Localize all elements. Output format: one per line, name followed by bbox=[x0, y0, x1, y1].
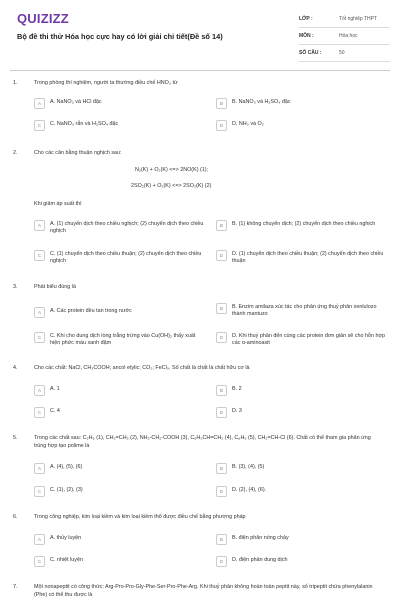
option-letter-box: C bbox=[34, 556, 45, 567]
option-letter-box: C bbox=[34, 486, 45, 497]
option-d[interactable] bbox=[216, 121, 386, 131]
option-a[interactable] bbox=[34, 221, 204, 235]
option-text: C. (1), (2), (3) bbox=[50, 487, 83, 493]
option-text: D. Khi thuỷ phân đến cùng các protein đơn giản sẽ cho hỗn hợp các α-aminoaxit bbox=[232, 333, 386, 346]
info-row-subject bbox=[299, 28, 390, 45]
option-b[interactable] bbox=[216, 535, 386, 545]
option-letter-box: D bbox=[216, 332, 227, 343]
option-d[interactable] bbox=[216, 408, 386, 418]
option-a[interactable] bbox=[34, 464, 204, 474]
option-c[interactable] bbox=[34, 408, 204, 418]
option-text: B. 2 bbox=[232, 386, 242, 392]
question-number: 3. bbox=[13, 284, 18, 290]
option-letter-box: D bbox=[216, 250, 227, 261]
option-c[interactable] bbox=[34, 487, 204, 497]
question-number: 5. bbox=[13, 435, 18, 441]
option-text: A. 1 bbox=[50, 386, 60, 392]
option-text: A. NaNO₃ và HCl đặc bbox=[50, 99, 102, 105]
option-text: C. Khi cho dung dịch lòng trắng trứng vào Cu(OH)₂ thấy xuất hiện phức màu xanh đậm bbox=[50, 333, 196, 346]
option-letter-box: C bbox=[34, 332, 45, 343]
option-a[interactable] bbox=[34, 535, 204, 545]
option-letter-box: B bbox=[216, 385, 227, 396]
option-text: B. NaNO₃ và H₂SO₄ đặc bbox=[232, 99, 291, 105]
option-letter-box: D bbox=[216, 556, 227, 567]
option-text: B. điện phân nóng chảy bbox=[232, 535, 289, 541]
equation-2: 2SO₂(K) + O₂(K) <=> 2SO₃(K) (2) bbox=[131, 183, 212, 189]
question-text: Trong công nghiệp, kim loại kiềm và kim loại kiềm thổ được điều chế bằng phương pháp bbox=[34, 514, 246, 520]
option-c[interactable] bbox=[34, 557, 204, 567]
option-letter-box: A bbox=[34, 307, 45, 318]
option-text: C. NaNO₃ rắn và H₂SO₄ đặc bbox=[50, 121, 119, 127]
option-b[interactable] bbox=[216, 304, 386, 318]
option-text: C. 4 bbox=[50, 408, 60, 414]
question-text: Cho các chất: NaCl, CH₃COOH; ancol etylic; CO₂; FeCl₃. Số chất là chất là chất hữu cơ là bbox=[34, 365, 250, 371]
option-c[interactable] bbox=[34, 333, 204, 347]
option-d[interactable] bbox=[216, 251, 386, 265]
option-text: A. thủy luyện bbox=[50, 535, 82, 541]
option-text: B. (3), (4), (5) bbox=[232, 464, 265, 470]
question-number: 1. bbox=[13, 80, 18, 86]
option-text: B. (1) không chuyển dịch; (2) chuyển dịch theo chiều nghịch bbox=[232, 221, 376, 227]
option-letter-box: C bbox=[34, 250, 45, 261]
question-number: 6. bbox=[13, 514, 18, 520]
option-text: D. 3 bbox=[232, 408, 242, 414]
option-letter-box: D bbox=[216, 407, 227, 418]
option-letter-box: A bbox=[34, 463, 45, 474]
option-letter-box: B bbox=[216, 220, 227, 231]
option-letter-box: B bbox=[216, 303, 227, 314]
question-text: Cho các cân bằng thuận nghịch sau: bbox=[34, 150, 122, 156]
option-d[interactable] bbox=[216, 557, 386, 567]
option-text: D. (2), (4), (6). bbox=[232, 487, 267, 493]
question-number: 7. bbox=[13, 584, 18, 590]
info-box bbox=[299, 11, 390, 62]
option-text: D. (1) chuyển dịch theo chiều thuận; (2) chuyển dịch theo chiều thuận bbox=[232, 251, 384, 264]
question-text: Phát biểu đúng là bbox=[34, 284, 76, 290]
option-a[interactable] bbox=[34, 308, 204, 318]
info-value: Tốt nghiệp THPT bbox=[339, 16, 377, 22]
info-value: 50 bbox=[339, 50, 345, 56]
option-b[interactable] bbox=[216, 386, 386, 396]
option-text: D. điện phân dung dịch bbox=[232, 557, 288, 563]
page-header bbox=[0, 0, 400, 62]
option-text: A. (1) chuyển dịch theo chiều nghịch; (2) chuyển dịch theo chiều nghịch bbox=[50, 221, 204, 234]
question-number: 4. bbox=[13, 365, 18, 371]
equation-1: N₂(K) + O₂(K) <=> 2NO(K) (1); bbox=[135, 167, 209, 173]
info-row-count bbox=[299, 45, 390, 62]
info-label: LỚP : bbox=[299, 16, 313, 22]
option-b[interactable] bbox=[216, 221, 386, 231]
option-a[interactable] bbox=[34, 99, 204, 109]
document-title: Bộ đề thi thử Hóa học cực hay có lời giải chi tiết(Đề số 14) bbox=[17, 32, 223, 41]
question-number: 2. bbox=[13, 150, 18, 156]
option-c[interactable] bbox=[34, 121, 204, 131]
option-letter-box: A bbox=[34, 385, 45, 396]
info-row-class bbox=[299, 11, 390, 28]
option-text: A. Các protein đều tan trong nước bbox=[50, 308, 132, 314]
option-text: C. (1) chuyển dịch theo chiều thuận; (2) chuyển dịch theo chiều nghịch bbox=[50, 251, 202, 264]
quizizz-logo: QUIZIZZ bbox=[17, 11, 69, 26]
question-subtext: Khi giảm áp suất thì bbox=[34, 201, 82, 207]
option-text: C. nhiệt luyện bbox=[50, 557, 83, 563]
question-text: Trong các chất sau: C₂H₆ (1), CH₂=CH₂ (2), NH₂-CH₂-COOH (3), C₆H₅CH=CH₂ (4), C₆H₆ (5), CH₂=CH-Cl (6). Chất có thể tham gia phản ứng trùng hợp tạo polime là bbox=[34, 435, 371, 449]
option-text: D. NH₃ và O₂ bbox=[232, 121, 264, 127]
option-letter-box: A bbox=[34, 534, 45, 545]
option-letter-box: C bbox=[34, 407, 45, 418]
info-value: Hóa học bbox=[339, 33, 358, 39]
option-letter-box: C bbox=[34, 120, 45, 131]
option-letter-box: B bbox=[216, 463, 227, 474]
option-text: B. Enzim amilaza xúc tác cho phản ứng thuỷ phân xenlulozo thành mantuzo bbox=[232, 304, 377, 317]
info-label: SỐ CÂU : bbox=[299, 50, 322, 56]
option-a[interactable] bbox=[34, 386, 204, 396]
option-letter-box: B bbox=[216, 98, 227, 109]
question-text: Một nonapeptit có công thức: Arg-Pro-Pro-Gly-Phe-Ser-Pro-Phe-Arg. Khi thuỷ phân không hoàn toàn peptit này, số tripeptit chứa phenylalanin (Phe) có thể thu được là bbox=[34, 584, 373, 598]
option-letter-box: D bbox=[216, 486, 227, 497]
option-letter-box: A bbox=[34, 98, 45, 109]
question-text: Trong phòng thí nghiệm, người ta thường điều chế HNO₃ từ bbox=[34, 80, 178, 86]
option-b[interactable] bbox=[216, 464, 386, 474]
option-c[interactable] bbox=[34, 251, 204, 265]
option-letter-box: D bbox=[216, 120, 227, 131]
option-d[interactable] bbox=[216, 487, 386, 497]
option-letter-box: B bbox=[216, 534, 227, 545]
info-label: MÔN : bbox=[299, 33, 314, 39]
option-text: A. (4), (5), (6) bbox=[50, 464, 83, 470]
option-letter-box: A bbox=[34, 220, 45, 231]
option-d[interactable] bbox=[216, 333, 386, 347]
option-b[interactable] bbox=[216, 99, 386, 109]
header-divider bbox=[10, 70, 390, 71]
